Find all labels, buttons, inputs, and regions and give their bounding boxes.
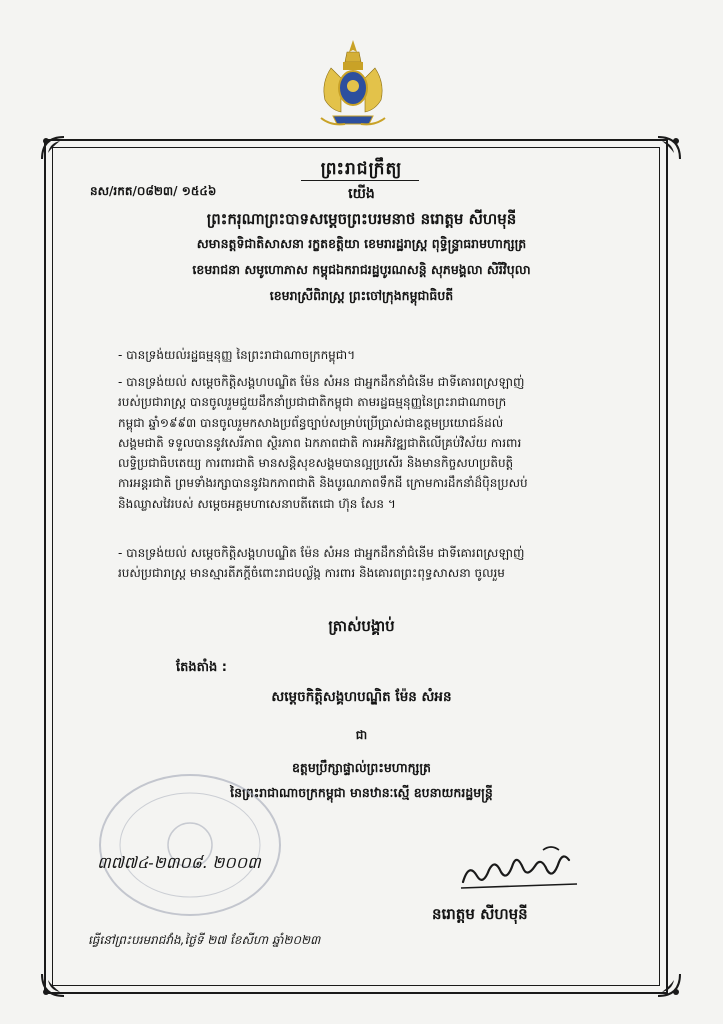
corner-ornament-icon [38,970,68,1000]
official-stamp-icon [95,770,285,920]
registration-number: ៣៧៧៤-២៣០៨. ២០០៣ [97,853,261,872]
preamble-line: - បានទ្រង់យល់ សម្តេចកិត្តិសង្គហបណ្ឌិត ម៉ែន សំអន ជាអ្នកដឹកនាំជំនើម ជាទីគោរពស្រឡាញ់ [118,375,525,389]
preamble-line: របស់ប្រជារាស្ត្រ មានស្មារតីភក្តីចំពោះរាជបល្ល័ង្ក ការពារ និងគោរពព្រះពុទ្ធសាសនា ចូលរួម [118,566,505,581]
title-underline [301,180,419,181]
position-line-1: ឧត្តមប្រឹក្សាផ្ទាល់ព្រះមហាក្សត្រ [292,760,431,775]
king-name: ព្រះករុណាព្រះបាទសម្តេចព្រះបរមនាថ នរោត្តម សីហមុនី [206,210,517,228]
appointee-name: សម្តេចកិត្តិសង្គហបណ្ឌិត ម៉ែន សំអន [271,689,452,705]
preamble-line: - បានទ្រង់យល់ សម្តេចកិត្តិសង្គហបណ្ឌិត ម៉ែន សំអន ជាអ្នកដឹកនាំជំនើម ជាទីគោរពស្រឡាញ់ [118,546,525,560]
royal-signature-icon [455,842,585,894]
decision-heading: ត្រាស់បង្គាប់ [328,617,395,635]
decree-date: ធ្វើនៅព្រះបរមរាជវាំង,ថ្ងៃទី ២៧ ខែសីហា ឆ្នាំ២០២៣ [88,933,321,947]
preamble-paragraph-3 [118,543,648,584]
appoint-label: តែងតាំង : [176,660,227,675]
king-title-line-1: សមានត្តទិជាតិសាសនា រក្ខតខត្តិយា ខេមរារដ្ឋរាស្ត្រ ពុទ្ធិន្ទ្រាធរាមហាក្សត្រ [196,236,527,251]
preamble-line: របស់ប្រជារាស្ត្រ បានចូលរួមជួយដឹកនាំប្រជាជាតិកម្ពុជា តាមរដ្ឋធម្មនុញ្ញនៃព្រះរាជាណាចក្រ [118,395,507,410]
yerng-heading: យើង [348,186,375,202]
preamble-line: និងឈ្លាសវៃរបស់ សម្តេចអគ្គមហាសេនាបតីតេជោ ហ៊ុន សែន ។ [118,496,396,511]
preamble-line: កម្ពុជា ឆ្នាំ១៩៩៣ បានចូលរួមកសាងប្រព័ន្ធច្បាប់សម្រាប់ប្រើប្រាស់ជាឧត្តមប្រយោជន៍ដល់ [118,415,504,430]
corner-ornament-icon [654,970,684,1000]
preamble-line: សង្គមជាតិ ទទួលបាននូវសេរីភាព ស្ថិរភាព ឯកភាពជាតិ ការអភិវឌ្ឍជាតិលើគ្រប់វិស័យ ការពារ [118,435,522,450]
as-word: ជា [355,728,368,742]
preamble-paragraph-1 [118,345,648,365]
position-line-2: នៃព្រះរាជាណាចក្រកម្ពុជា មានឋានៈស្មើ ឧបនាយករដ្ឋមន្ត្រី [230,785,493,800]
preamble-line: ការអន្តរជាតិ ព្រមទាំងរក្សាបាននូវឯកភាពជាតិ និងបូរណភាពទឹកដី ក្រោមការដឹកនាំដ៏ប៉ិនប្រសប់ [118,476,528,491]
document-title: ព្រះរាជក្រឹត្យ [320,159,403,179]
signer-name: នរោត្តម សីហមុនី [432,905,528,923]
royal-emblem-icon [311,38,395,130]
preamble-paragraph-2 [118,372,648,514]
preamble-line: លទ្ធិប្រជាធិបតេយ្យ ការពារជាតិ មានសន្តិសុខសង្គមបានល្អប្រសើរ និងមានកិច្ចសហប្រតិបត្តិ [118,456,514,471]
preamble-line: - បានទ្រង់យល់រដ្ឋធម្មនុញ្ញ នៃព្រះរាជាណាចក្រកម្ពុជា។ [118,348,356,362]
reference-number: នស/រកត/០៨២៣/ ១៥៤៦ [90,184,217,198]
king-title-line-2: ខេមរាជនា សមូហោភាស កម្ពុជឯករាជរដ្ឋបូរណសន្តិ សុភមង្គលា សិរីវិបុលា [192,262,531,277]
king-title-line-3: ខេមរាស្រីពិរាស្ត្រ ព្រះចៅក្រុងកម្ពុជាធិបតី [269,288,454,303]
